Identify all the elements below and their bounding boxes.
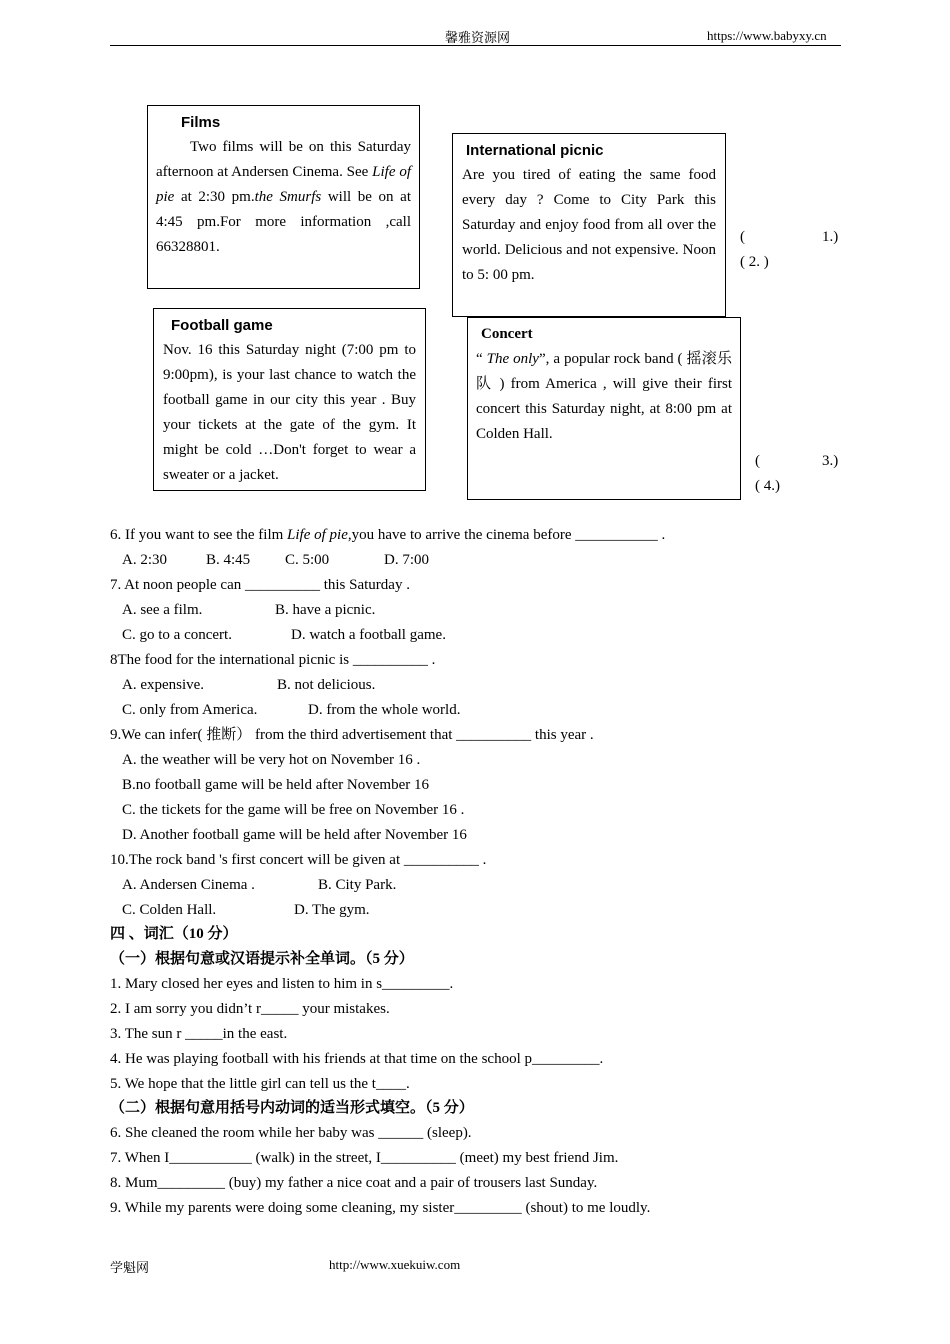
- q9-option-d: D. Another football game will be held after November 16: [122, 827, 467, 843]
- marker-3-close: 3.): [822, 453, 839, 469]
- header-divider: [110, 45, 841, 46]
- q8-option-d: D. from the whole world.: [308, 702, 461, 718]
- concert-text: “ The only”, a popular rock band ( 摇滚乐队 ) from America , will give their first concert this Saturday night, at 8:00 pm at Colden Hall.: [476, 351, 732, 442]
- picnic-ad: [452, 133, 726, 317]
- q9-stem: 9.We can infer( 推断） from the third advertisement that __________ this year .: [110, 727, 594, 743]
- q6-option-b: B. 4:45: [206, 552, 251, 568]
- q6-option-a: A. 2:30: [122, 552, 167, 568]
- picnic-text: Are you tired of eating the same food every day ? Come to City Park this Saturday and enjoy food from all over the world. Delicious and not expensive. Noon to 5: 00 pm.: [462, 167, 716, 283]
- concert-ad: [467, 317, 741, 500]
- q8-option-c: C. only from America.: [122, 702, 258, 718]
- q8-option-a: A. expensive.: [122, 677, 205, 693]
- q6-option-c: C. 5:00: [285, 552, 330, 568]
- q6-stem: 6. If you want to see the film Life of pie,you have to arrive the cinema before ___________ .: [110, 527, 666, 543]
- footer-url[interactable]: http://www.xuekuiw.com: [329, 1257, 461, 1272]
- vocab-item-2: 2. I am sorry you didn’t r_____ your mistakes.: [110, 1001, 390, 1017]
- verb-item-8: 8. Mum_________ (buy) my father a nice coat and a pair of trousers last Sunday.: [110, 1175, 598, 1191]
- q8-stem: 8The food for the international picnic is __________ .: [110, 652, 436, 668]
- football-text: Nov. 16 this Saturday night (7:00 pm to 9:00pm), is your last chance to watch the football game in our city this year . Buy your tickets at the gate of the gym. It might be cold …Don't forget to wear a sweater or a jacket.: [163, 342, 416, 483]
- vocab-item-3: 3. The sun r _____in the east.: [110, 1026, 288, 1042]
- section4-part2-heading: （二）根据句意用括号内动词的适当形式填空。（5 分）: [110, 1100, 474, 1116]
- films-text: Two films will be on this Saturday afternoon at Andersen Cinema. See Life of pie at 2:30 pm.the Smurfs will be on at 4:45 pm.For more information ,call 66328801.: [156, 139, 411, 255]
- header-site-name: 馨雅资源网: [445, 30, 511, 45]
- vocab-item-1: 1. Mary closed her eyes and listen to him in s_________.: [110, 976, 454, 992]
- vocab-item-4: 4. He was playing football with his friends at that time on the school p_________.: [110, 1051, 604, 1067]
- q8-option-b: B. not delicious.: [277, 677, 376, 693]
- verb-item-6: 6. She cleaned the room while her baby was ______ (sleep).: [110, 1125, 472, 1141]
- q9-option-c: C. the tickets for the game will be free on November 16 .: [122, 802, 465, 818]
- films-ad: [147, 105, 420, 289]
- marker-2: ( 2. ): [740, 254, 769, 270]
- q7-option-c: C. go to a concert.: [122, 627, 232, 643]
- q7-option-d: D. watch a football game.: [291, 627, 446, 643]
- football-title: Football game: [171, 317, 273, 334]
- footer-site-name: 学魁网: [110, 1260, 150, 1275]
- verb-item-7: 7. When I___________ (walk) in the street, I__________ (meet) my best friend Jim.: [110, 1150, 619, 1166]
- marker-4: ( 4.): [755, 478, 780, 494]
- q7-stem: 7. At noon people can __________ this Saturday .: [110, 577, 410, 593]
- vocab-item-5: 5. We hope that the little girl can tell us the t____.: [110, 1076, 410, 1092]
- q10-option-d: D. The gym.: [294, 902, 370, 918]
- header-url[interactable]: https://www.babyxy.cn: [707, 28, 827, 43]
- football-ad: [153, 308, 426, 491]
- concert-title: Concert: [481, 326, 533, 342]
- section4-title: 四 、词汇（10 分）: [110, 926, 238, 942]
- q10-option-a: A. Andersen Cinema .: [122, 877, 255, 893]
- q10-option-b: B. City Park.: [318, 877, 397, 893]
- films-title: Films: [181, 114, 221, 131]
- q9-option-a: A. the weather will be very hot on November 16 .: [122, 752, 421, 768]
- picnic-title: International picnic: [466, 142, 604, 159]
- verb-item-9: 9. While my parents were doing some cleaning, my sister_________ (shout) to me loudly.: [110, 1200, 651, 1216]
- section4-part1-heading: （一）根据句意或汉语提示补全单词。（5 分）: [110, 951, 414, 967]
- q9-option-b: B.no football game will be held after November 16: [122, 777, 429, 793]
- q6-option-d: D. 7:00: [384, 552, 429, 568]
- marker-3-open: (: [755, 453, 760, 469]
- marker-1-close: 1.): [822, 229, 839, 245]
- marker-1-open: (: [740, 229, 745, 245]
- q10-option-c: C. Colden Hall.: [122, 902, 217, 918]
- q7-option-b: B. have a picnic.: [275, 602, 376, 618]
- q10-stem: 10.The rock band 's first concert will be given at __________ .: [110, 852, 487, 868]
- q7-option-a: A. see a film.: [122, 602, 203, 618]
